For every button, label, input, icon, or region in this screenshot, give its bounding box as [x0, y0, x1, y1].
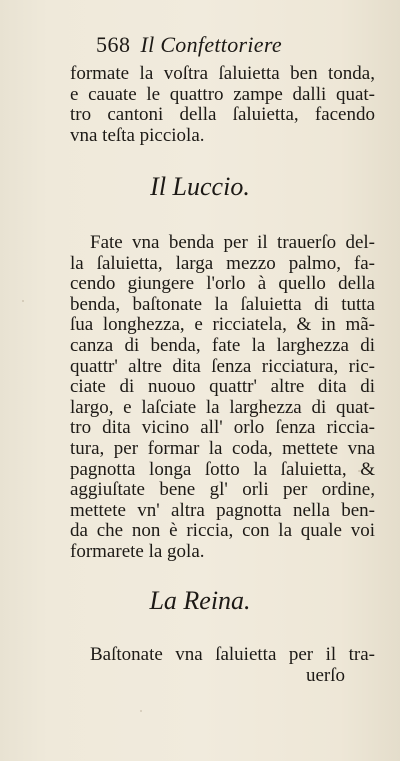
- text-line: e cauate le quattro zampe dalli quat-: [70, 83, 375, 105]
- page-number: 568: [96, 32, 131, 57]
- text-line: cendo giungere l'orlo à quello della: [70, 273, 375, 295]
- text-line: pagnotta longa ſotto la ſaluietta, &: [70, 458, 375, 480]
- paragraph-3: [70, 645, 375, 686]
- paragraph-1: [70, 64, 375, 146]
- text-line: largo, e laſciate la larghezza di quat-: [70, 396, 375, 418]
- section-title-reina: La Reina.: [149, 586, 251, 615]
- text-line: ciate di nuouo quattr' altre dita di: [70, 376, 375, 398]
- text-line: tura, per formar la coda, mettete vna: [70, 437, 375, 459]
- text-line: tro cantoni della ſaluietta, facendo: [70, 104, 375, 126]
- text-line: formate la voſtra ſaluietta ben tonda,: [70, 63, 375, 84]
- paragraph-2: [70, 233, 375, 563]
- text-line: formarete la gola.: [70, 540, 205, 562]
- text-line: la ſaluietta, larga mezzo palmo, fa-: [70, 252, 375, 274]
- paper-speck: [22, 300, 24, 302]
- text-line: Baſtonate vna ſaluietta per il tra-: [90, 644, 375, 665]
- page-header: [96, 32, 356, 60]
- section-title-luccio: Il Luccio.: [150, 172, 250, 201]
- text-line: ſua longhezza, e ricciatela, & in mã-: [70, 314, 375, 336]
- text-line: Fate vna benda per il trauerſo del-: [90, 232, 375, 253]
- text-line: vna teſta picciola.: [70, 124, 205, 146]
- paper-speck: [140, 710, 142, 712]
- text-line: da che non è riccia, con la quale voi: [70, 520, 375, 542]
- text-line: tro dita vicino all' orlo ſenza riccia-: [70, 417, 375, 439]
- text-line: quattr' altre dita ſenza ricciatura, ric-: [70, 355, 375, 377]
- running-title: Il Confettoriere: [140, 32, 282, 57]
- text-line: aggiuſtate bene gl' orli per ordine,: [70, 479, 375, 501]
- text-line: benda, baſtonate la ſaluietta di tutta: [70, 293, 375, 315]
- catchword: uerſo: [305, 664, 345, 686]
- text-line: mettete vn' altra pagnotta nella ben-: [70, 499, 375, 521]
- text-line: canza di benda, fate la larghezza di: [70, 334, 375, 356]
